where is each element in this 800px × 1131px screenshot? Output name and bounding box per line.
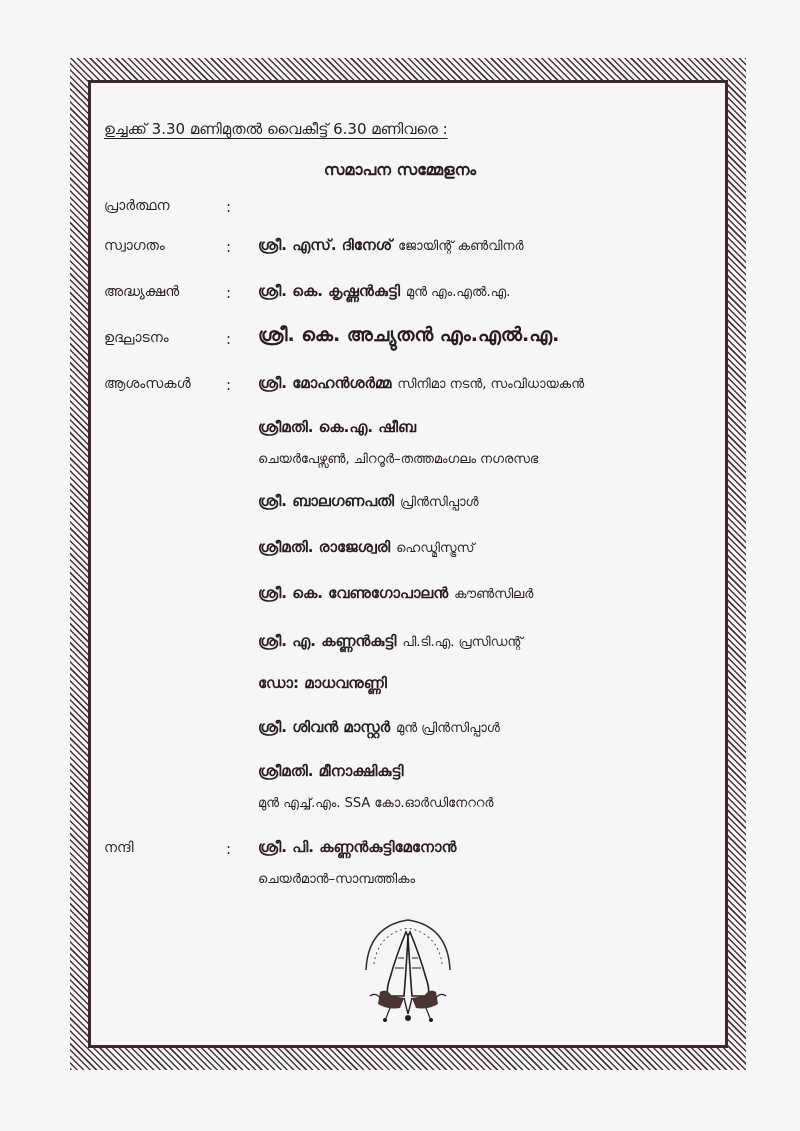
person-role: ഹെഡ്മിസ്ട്രസ്: [396, 541, 475, 556]
person-role: പ്രിൻസിപ്പാൾ: [400, 495, 479, 510]
label-inauguration: ഉദ്ഘാടനം: [104, 330, 169, 346]
felicitation-entry: [258, 632, 523, 650]
person-name: ശ്രീമതി. രാജേശ്വരി: [258, 538, 391, 556]
person-name: ഡോ: മാധവനുണ്ണി: [258, 674, 387, 692]
person-name: ശ്രീ. ശിവൻ മാസ്റ്റർ: [258, 718, 391, 736]
colon: :: [226, 376, 232, 394]
page-title: സമാപന സമ്മേളനം: [323, 160, 477, 179]
person-role-line: ചെയർപേഴ്സൺ, ചിററൂർ–തത്തമംഗലം നഗരസഭ: [258, 452, 539, 467]
felicitation-entry: [258, 492, 479, 510]
person-role: പി.ടി.എ. പ്രസിഡന്റ്: [402, 635, 523, 650]
colon: :: [226, 840, 232, 858]
label-welcome: സ്വാഗതം: [104, 238, 165, 254]
person-role: കൗൺസിലർ: [454, 587, 534, 602]
colon: :: [226, 238, 232, 256]
presidency-entry: [258, 282, 510, 300]
person-role-line: ചെയർമാൻ–സാമ്പത്തികം: [258, 872, 416, 887]
label-thanks: നന്ദി: [104, 840, 134, 856]
folded-hands-icon: [360, 912, 456, 1032]
content-panel: [88, 80, 728, 1048]
colon: :: [226, 284, 232, 302]
person-role: മുൻ പ്രിൻസിപ്പാൾ: [396, 721, 500, 736]
felicitation-entry: [258, 538, 474, 556]
person-name: ശ്രീ. എ. കണ്ണൻകുട്ടി: [258, 632, 397, 650]
person-name: ശ്രീ. പി. കണ്ണൻകുട്ടിമേനോൻ: [258, 838, 457, 856]
person-name: ശ്രീ. മോഹൻശർമ്മ: [258, 374, 392, 392]
person-name: ശ്രീമതി. കെ.എ. ഷീബ: [258, 418, 417, 436]
felicitation-entry: [258, 418, 416, 436]
person-name: ശ്രീ. കെ. അച്യുതൻ എം.എൽ.എ.: [258, 324, 560, 346]
person-role: മുൻ എം.എൽ.എ.: [405, 285, 511, 300]
label-presidency: അദ്ധ്യക്ഷൻ: [104, 284, 180, 300]
colon: :: [226, 330, 232, 348]
felicitation-entry: [258, 762, 404, 780]
person-name: ശ്രീമതി. മീനാക്ഷികുട്ടി: [258, 762, 404, 780]
welcome-entry: [258, 236, 524, 254]
person-role-line: മുൻ എച്ച്.എം. SSA കോ.ഓർഡിനേററർ: [258, 796, 494, 811]
person-role: സിനിമാ നടൻ, സംവിധായകൻ: [397, 377, 585, 392]
person-name: ശ്രീ. കെ. കൃഷ്ണൻകുട്ടി: [258, 282, 400, 300]
felicitation-entry: [258, 674, 387, 692]
inauguration-entry: [258, 324, 559, 346]
felicitation-entry: [258, 584, 533, 602]
colon: :: [226, 198, 232, 216]
felicitation-entry: [258, 374, 584, 392]
person-name: ശ്രീ. ബാലഗണപതി: [258, 492, 395, 510]
time-line: ഉച്ചക്ക് 3.30 മണിമുതൽ വൈകീട്ട് 6.30 മണിവരെ :: [104, 120, 448, 138]
label-prayer: പ്രാർത്ഥന: [104, 198, 170, 214]
person-role: ജോയിന്റ് കൺവിനർ: [398, 239, 524, 254]
person-name: ശ്രീ. എസ്. ദിനേശ്: [258, 236, 393, 254]
label-felicitations: ആശംസകൾ: [104, 376, 191, 392]
felicitation-entry: [258, 718, 500, 736]
thanks-entry: [258, 838, 456, 856]
person-name: ശ്രീ. കെ. വേണുഗോപാലൻ: [258, 584, 449, 602]
